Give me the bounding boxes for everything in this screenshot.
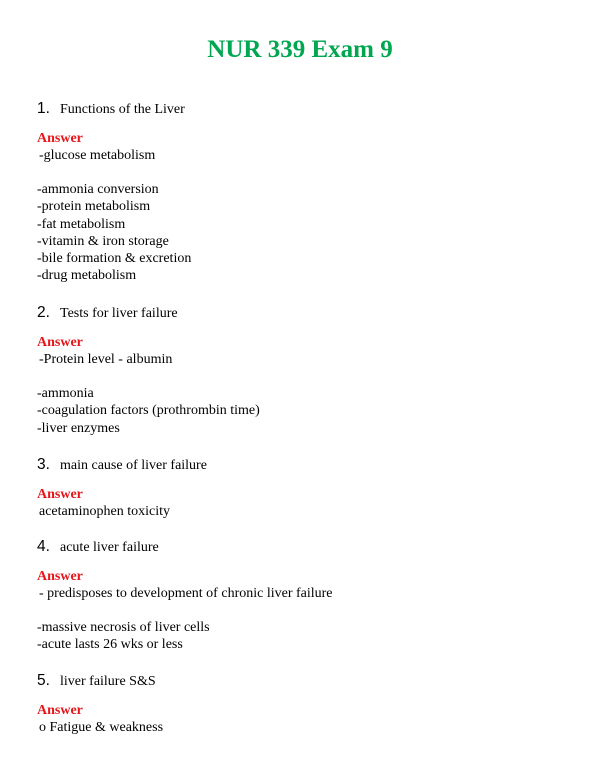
question-text: acute liver failure <box>60 540 159 555</box>
answer-first-line: o Fatigue & weakness <box>39 720 164 735</box>
answer-first-line: -Protein level - albumin <box>39 352 173 367</box>
answer-line: -bile formation & excretion <box>37 251 192 267</box>
answer-label: Answer <box>37 569 83 584</box>
answer-first-line: - predisposes to development of chronic liver failure <box>39 586 333 601</box>
answer-line: -acute lasts 26 wks or less <box>37 637 183 653</box>
answer-line: -liver enzymes <box>37 420 120 436</box>
question-heading <box>37 98 577 120</box>
question-text: Tests for liver failure <box>60 306 178 321</box>
question-block-4 <box>37 536 577 654</box>
answer-line: -vitamin & iron storage <box>37 233 169 249</box>
question-block-3 <box>37 454 577 520</box>
answer-list <box>37 181 577 285</box>
answer-first-line: -glucose metabolism <box>39 148 156 163</box>
question-heading <box>37 670 577 692</box>
answer-label: Answer <box>37 131 83 146</box>
question-number: 4. <box>37 538 50 555</box>
answer-line: -massive necrosis of liver cells <box>37 620 210 635</box>
answer-list <box>37 619 577 654</box>
answer-line: -fat metabolism <box>37 216 126 232</box>
answer-list <box>37 385 577 437</box>
question-text: liver failure S&S <box>60 674 156 689</box>
question-number: 3. <box>37 456 50 473</box>
answer-line: -drug metabolism <box>37 268 137 284</box>
question-number: 5. <box>37 672 50 689</box>
answer-label: Answer <box>37 487 83 502</box>
question-heading <box>37 454 577 476</box>
answer-label: Answer <box>37 703 83 718</box>
question-heading <box>37 302 577 324</box>
page-title: NUR 339 Exam 9 <box>207 36 393 63</box>
question-text: Functions of the Liver <box>60 102 185 117</box>
answer-line: -coagulation factors (prothrombin time) <box>37 403 260 419</box>
answer-line: -protein metabolism <box>37 199 151 215</box>
question-number: 2. <box>37 304 50 321</box>
question-block-2 <box>37 302 577 437</box>
question-heading <box>37 536 577 558</box>
answer-label: Answer <box>37 335 83 350</box>
question-number: 1. <box>37 100 50 117</box>
answer-line: -ammonia <box>37 386 94 401</box>
question-block-1 <box>37 98 577 285</box>
answer-first-line: acetaminophen toxicity <box>39 504 171 519</box>
question-text: main cause of liver failure <box>60 458 207 473</box>
answer-line: -ammonia conversion <box>37 182 159 197</box>
question-block-5 <box>37 670 577 736</box>
